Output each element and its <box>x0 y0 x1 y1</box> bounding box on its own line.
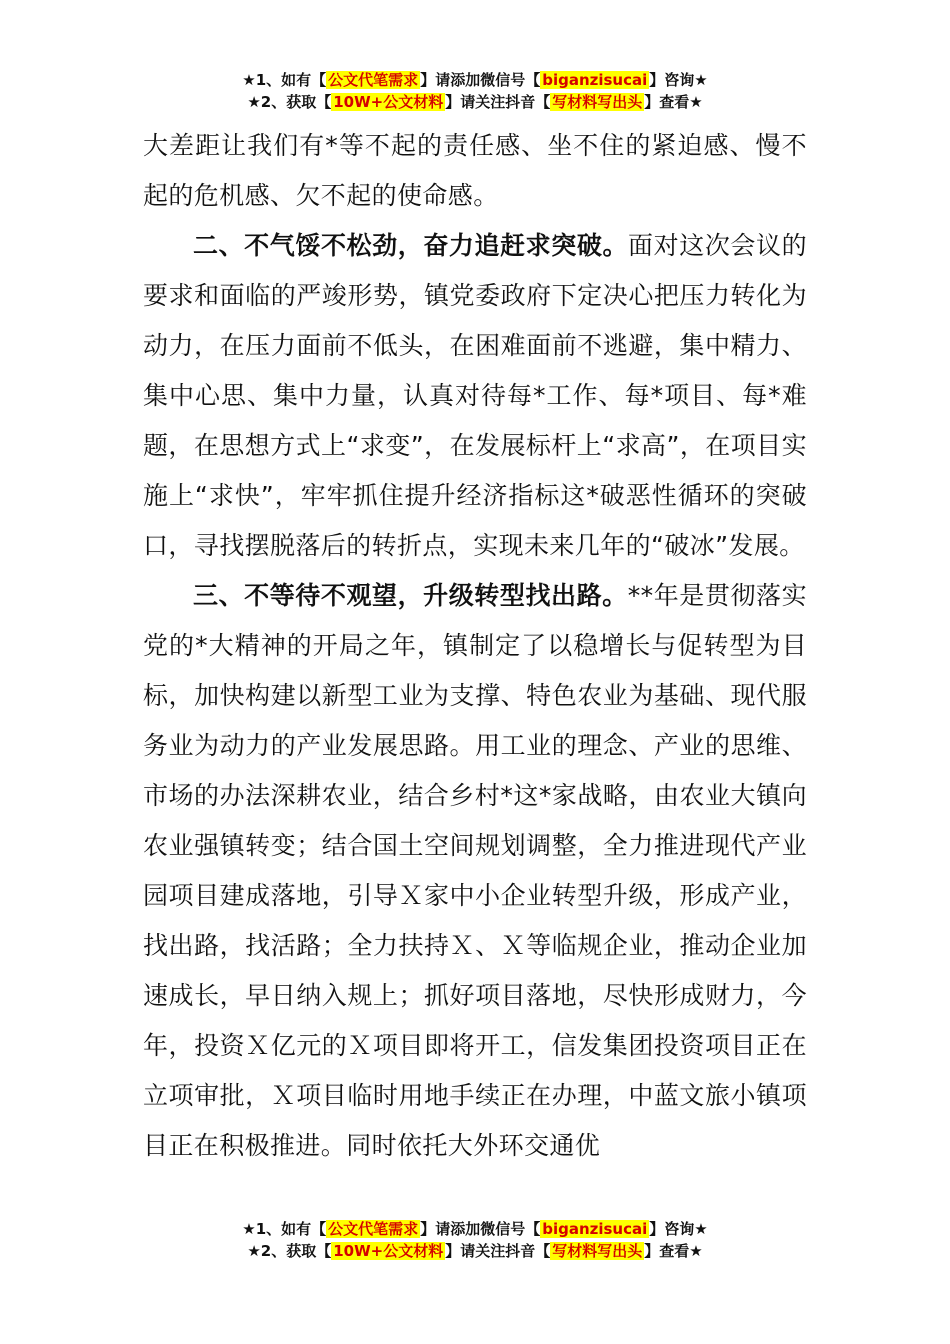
footer-banner <box>0 1218 950 1262</box>
highlight-douyin: 写材料写出头 <box>552 1242 643 1260</box>
highlight-materials: 10W+公文材料 <box>333 93 444 111</box>
paragraph-section-2 <box>143 221 807 571</box>
banner-text: 】请关注抖音【 <box>445 1242 551 1260</box>
banner-line-2 <box>0 1240 950 1262</box>
paragraph-section-3 <box>143 571 807 1171</box>
highlight-service: 公文代笔需求 <box>328 71 419 89</box>
banner-text: 】咨询★ <box>649 71 708 89</box>
paragraph-text: 大差距让我们有*等不起的责任感、坐不住的紧迫感、慢不起的危机感、欠不起的使命感。 <box>143 131 807 210</box>
paragraph-text: 面对这次会议的要求和面临的严竣形势，镇党委政府下定决心把压力转化为动力，在压力面前不低头，在困难面前不逃避，集中精力、集中心思、集中力量，认真对待每*工作、每*项目、每*难题，在思想方式上“求变”，在发展标杆上“求高”，在项目实施上“求快”，牢牢抓住提升经济指标这*破恶性循环的突破口，寻找摆脱落后的转折点，实现未来几年的“破冰”发展。 <box>143 231 807 560</box>
highlight-wechat-id: biganzisucai <box>542 71 648 89</box>
banner-text: 】咨询★ <box>649 1220 708 1238</box>
highlight-douyin: 写材料写出头 <box>552 93 643 111</box>
banner-text: 】查看★ <box>644 93 703 111</box>
paragraph-continuation <box>143 121 807 221</box>
banner-text: 】请添加微信号【 <box>420 71 541 89</box>
section-heading: 三、不等待不观望，升级转型找出路。 <box>193 581 628 610</box>
banner-text: ★2、获取【 <box>247 1242 332 1260</box>
banner-text: 】查看★ <box>644 1242 703 1260</box>
document-body <box>143 121 807 1171</box>
highlight-wechat-id: biganzisucai <box>542 1220 648 1238</box>
banner-line-1 <box>0 1218 950 1240</box>
banner-line-1 <box>0 69 950 91</box>
highlight-materials: 10W+公文材料 <box>333 1242 444 1260</box>
header-banner <box>0 69 950 113</box>
highlight-service: 公文代笔需求 <box>328 1220 419 1238</box>
banner-text: ★1、如有【 <box>242 71 327 89</box>
banner-text: ★1、如有【 <box>242 1220 327 1238</box>
section-heading: 二、不气馁不松劲，奋力追赶求突破。 <box>193 231 629 260</box>
banner-text: 】请添加微信号【 <box>420 1220 541 1238</box>
banner-line-2 <box>0 91 950 113</box>
paragraph-text: **年是贯彻落实党的*大精神的开局之年，镇制定了以稳增长与促转型为目标，加快构建以新型工业为支撑、特色农业为基础、现代服务业为动力的产业发展思路。用工业的理念、产业的思维、市场的办法深耕农业，结合乡村*这*家战略，由农业大镇向农业强镇转变；结合国土空间规划调整，全力推进现代产业园项目建成落地，引导Ｘ家中小企业转型升级，形成产业，找出路，找活路；全力扶持Ｘ、Ｘ等临规企业，推动企业加速成长，早日纳入规上；抓好项目落地，尽快形成财力，今年，投资Ｘ亿元的Ｘ项目即将开工，信发集团投资项目正在立项审批，Ｘ项目临时用地手续正在办理，中蓝文旅小镇项目正在积极推进。同时依托大外环交通优 <box>143 581 807 1160</box>
banner-text: 】请关注抖音【 <box>445 93 551 111</box>
banner-text: ★2、获取【 <box>247 93 332 111</box>
